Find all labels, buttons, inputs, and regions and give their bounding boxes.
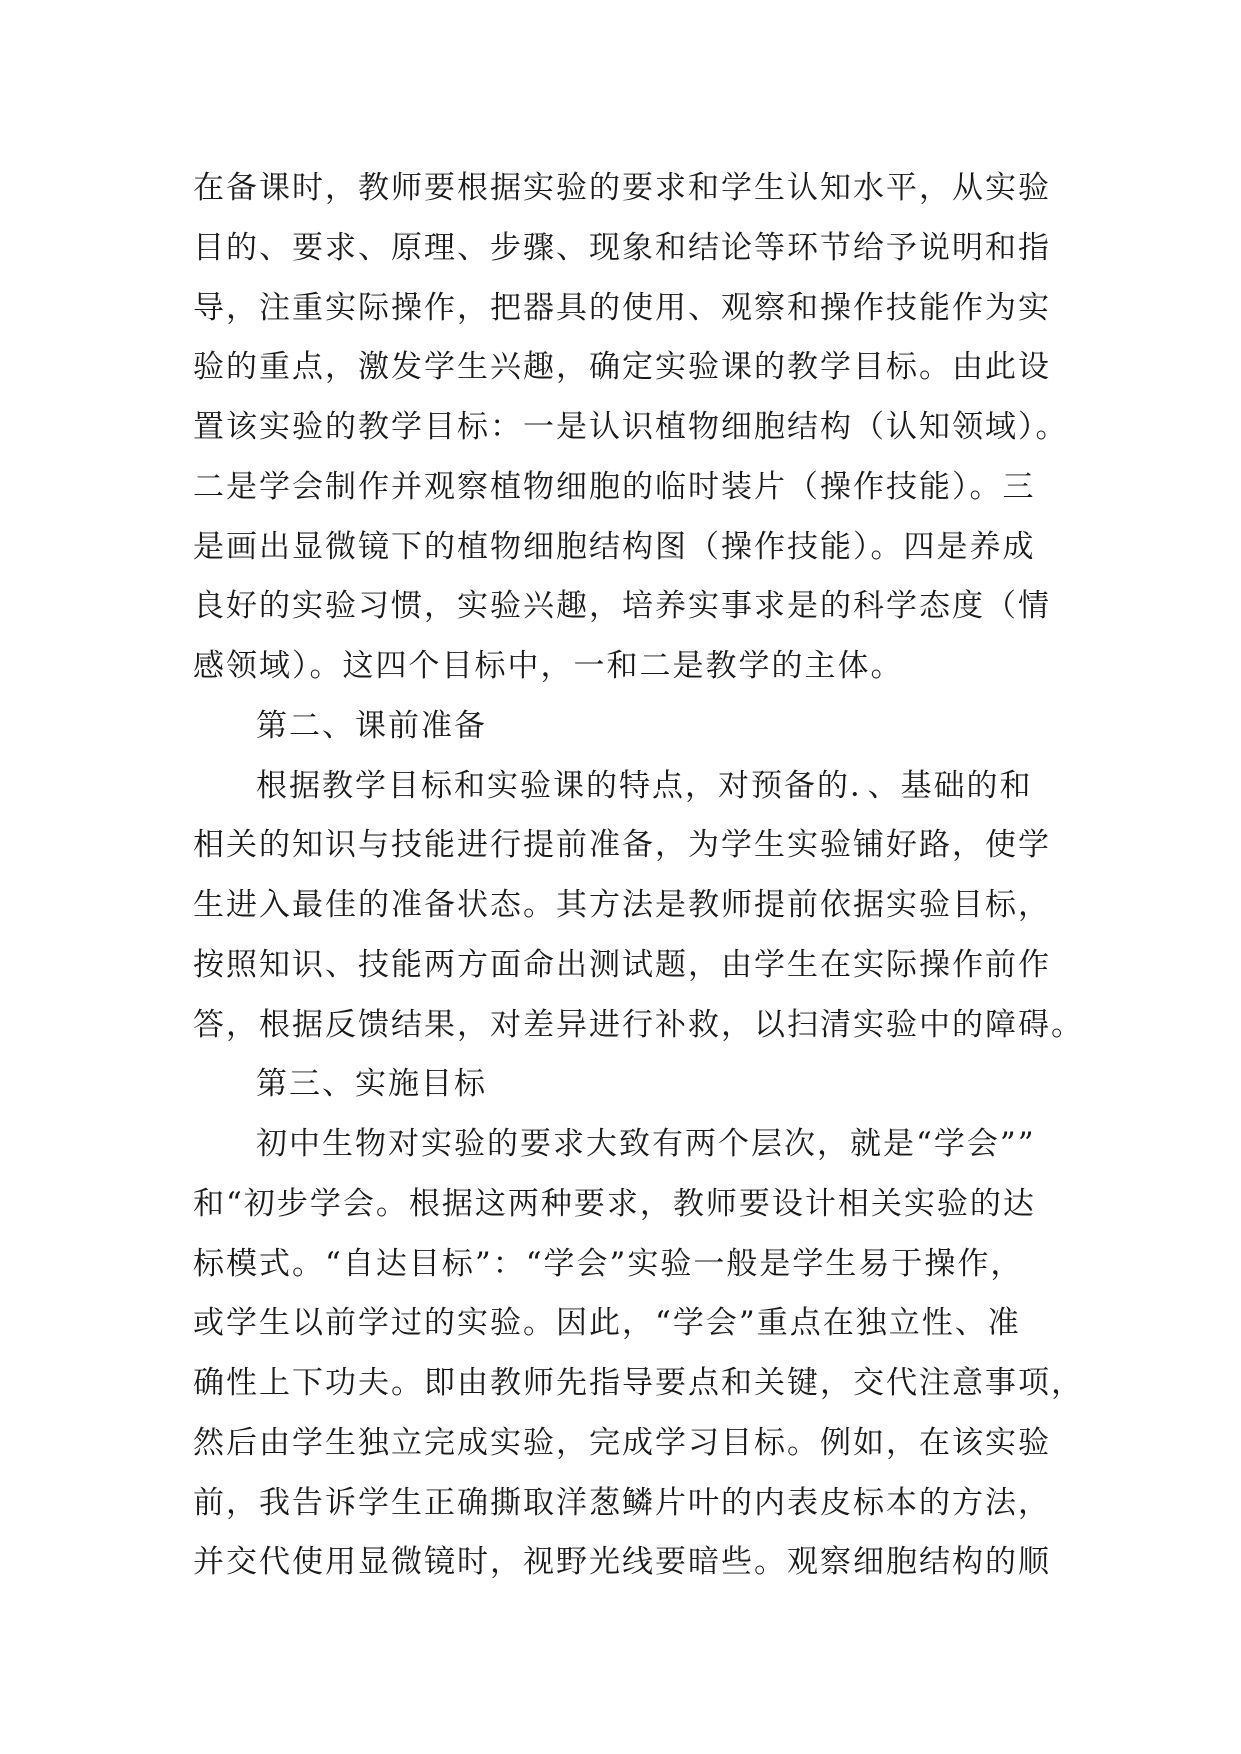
- section-heading: 第二、课前准备: [256, 708, 487, 744]
- text-line: 验的重点，激发学生兴趣，确定实验课的教学目标。由此设: [193, 349, 1051, 385]
- text-line: 感领域）。这四个目标中，一和二是教学的主体。: [193, 648, 904, 684]
- text-line: 并交代使用显微镜时，视野光线要暗些。观察细胞结构的顺: [193, 1544, 1051, 1580]
- text-line: 和“初步学会。根据这两种要求，教师要设计相关实验的达: [193, 1186, 1036, 1222]
- text-line: 根据教学目标和实验课的特点，对预备的．、基础的和: [256, 768, 1033, 804]
- text-line: 初中生物对实验的要求大致有两个层次，就是“学会””: [256, 1126, 1036, 1162]
- text-line: 标模式。“自达目标”：“学会”实验一般是学生易于操作，: [193, 1246, 1024, 1282]
- text-line: 导，注重实际操作，把器具的使用、观察和操作技能作为实: [193, 290, 1051, 326]
- text-line: 确性上下功夫。即由教师先指导要点和关键，交代注意事项，: [193, 1365, 1084, 1401]
- text-line: 是画出显微镜下的植物细胞结构图（操作技能）。四是养成: [193, 529, 1036, 565]
- section-heading: 第三、实施目标: [256, 1066, 487, 1102]
- text-line: 二是学会制作并观察植物细胞的临时装片（操作技能）。三: [193, 469, 1036, 505]
- text-line: 相关的知识与技能进行提前准备，为学生实验铺好路，使学: [193, 827, 1051, 863]
- text-line: 答，根据反馈结果，对差异进行补救，以扫清实验中的障碍。: [193, 1007, 1084, 1043]
- text-line: 置该实验的教学目标：一是认识植物细胞结构（认知领域）。: [193, 409, 1069, 445]
- text-line: 或学生以前学过的实验。因此，“学会”重点在独立性、准: [193, 1305, 1021, 1341]
- text-line: 在备课时，教师要根据实验的要求和学生认知水平，从实验: [193, 170, 1051, 206]
- text-line: 然后由学生独立完成实验，完成学习目标。例如，在该实验: [193, 1425, 1051, 1461]
- text-line: 按照知识、技能两方面命出测试题，由学生在实际操作前作: [193, 947, 1051, 983]
- text-line: 良好的实验习惯，实验兴趣，培养实事求是的科学态度（情: [193, 588, 1051, 624]
- text-line: 生进入最佳的准备状态。其方法是教师提前依据实验目标，: [193, 887, 1051, 923]
- text-line: 目的、要求、原理、步骤、现象和结论等环节给予说明和指: [193, 230, 1051, 266]
- text-line: 前，我告诉学生正确撕取洋葱鳞片叶的内表皮标本的方法，: [193, 1485, 1051, 1521]
